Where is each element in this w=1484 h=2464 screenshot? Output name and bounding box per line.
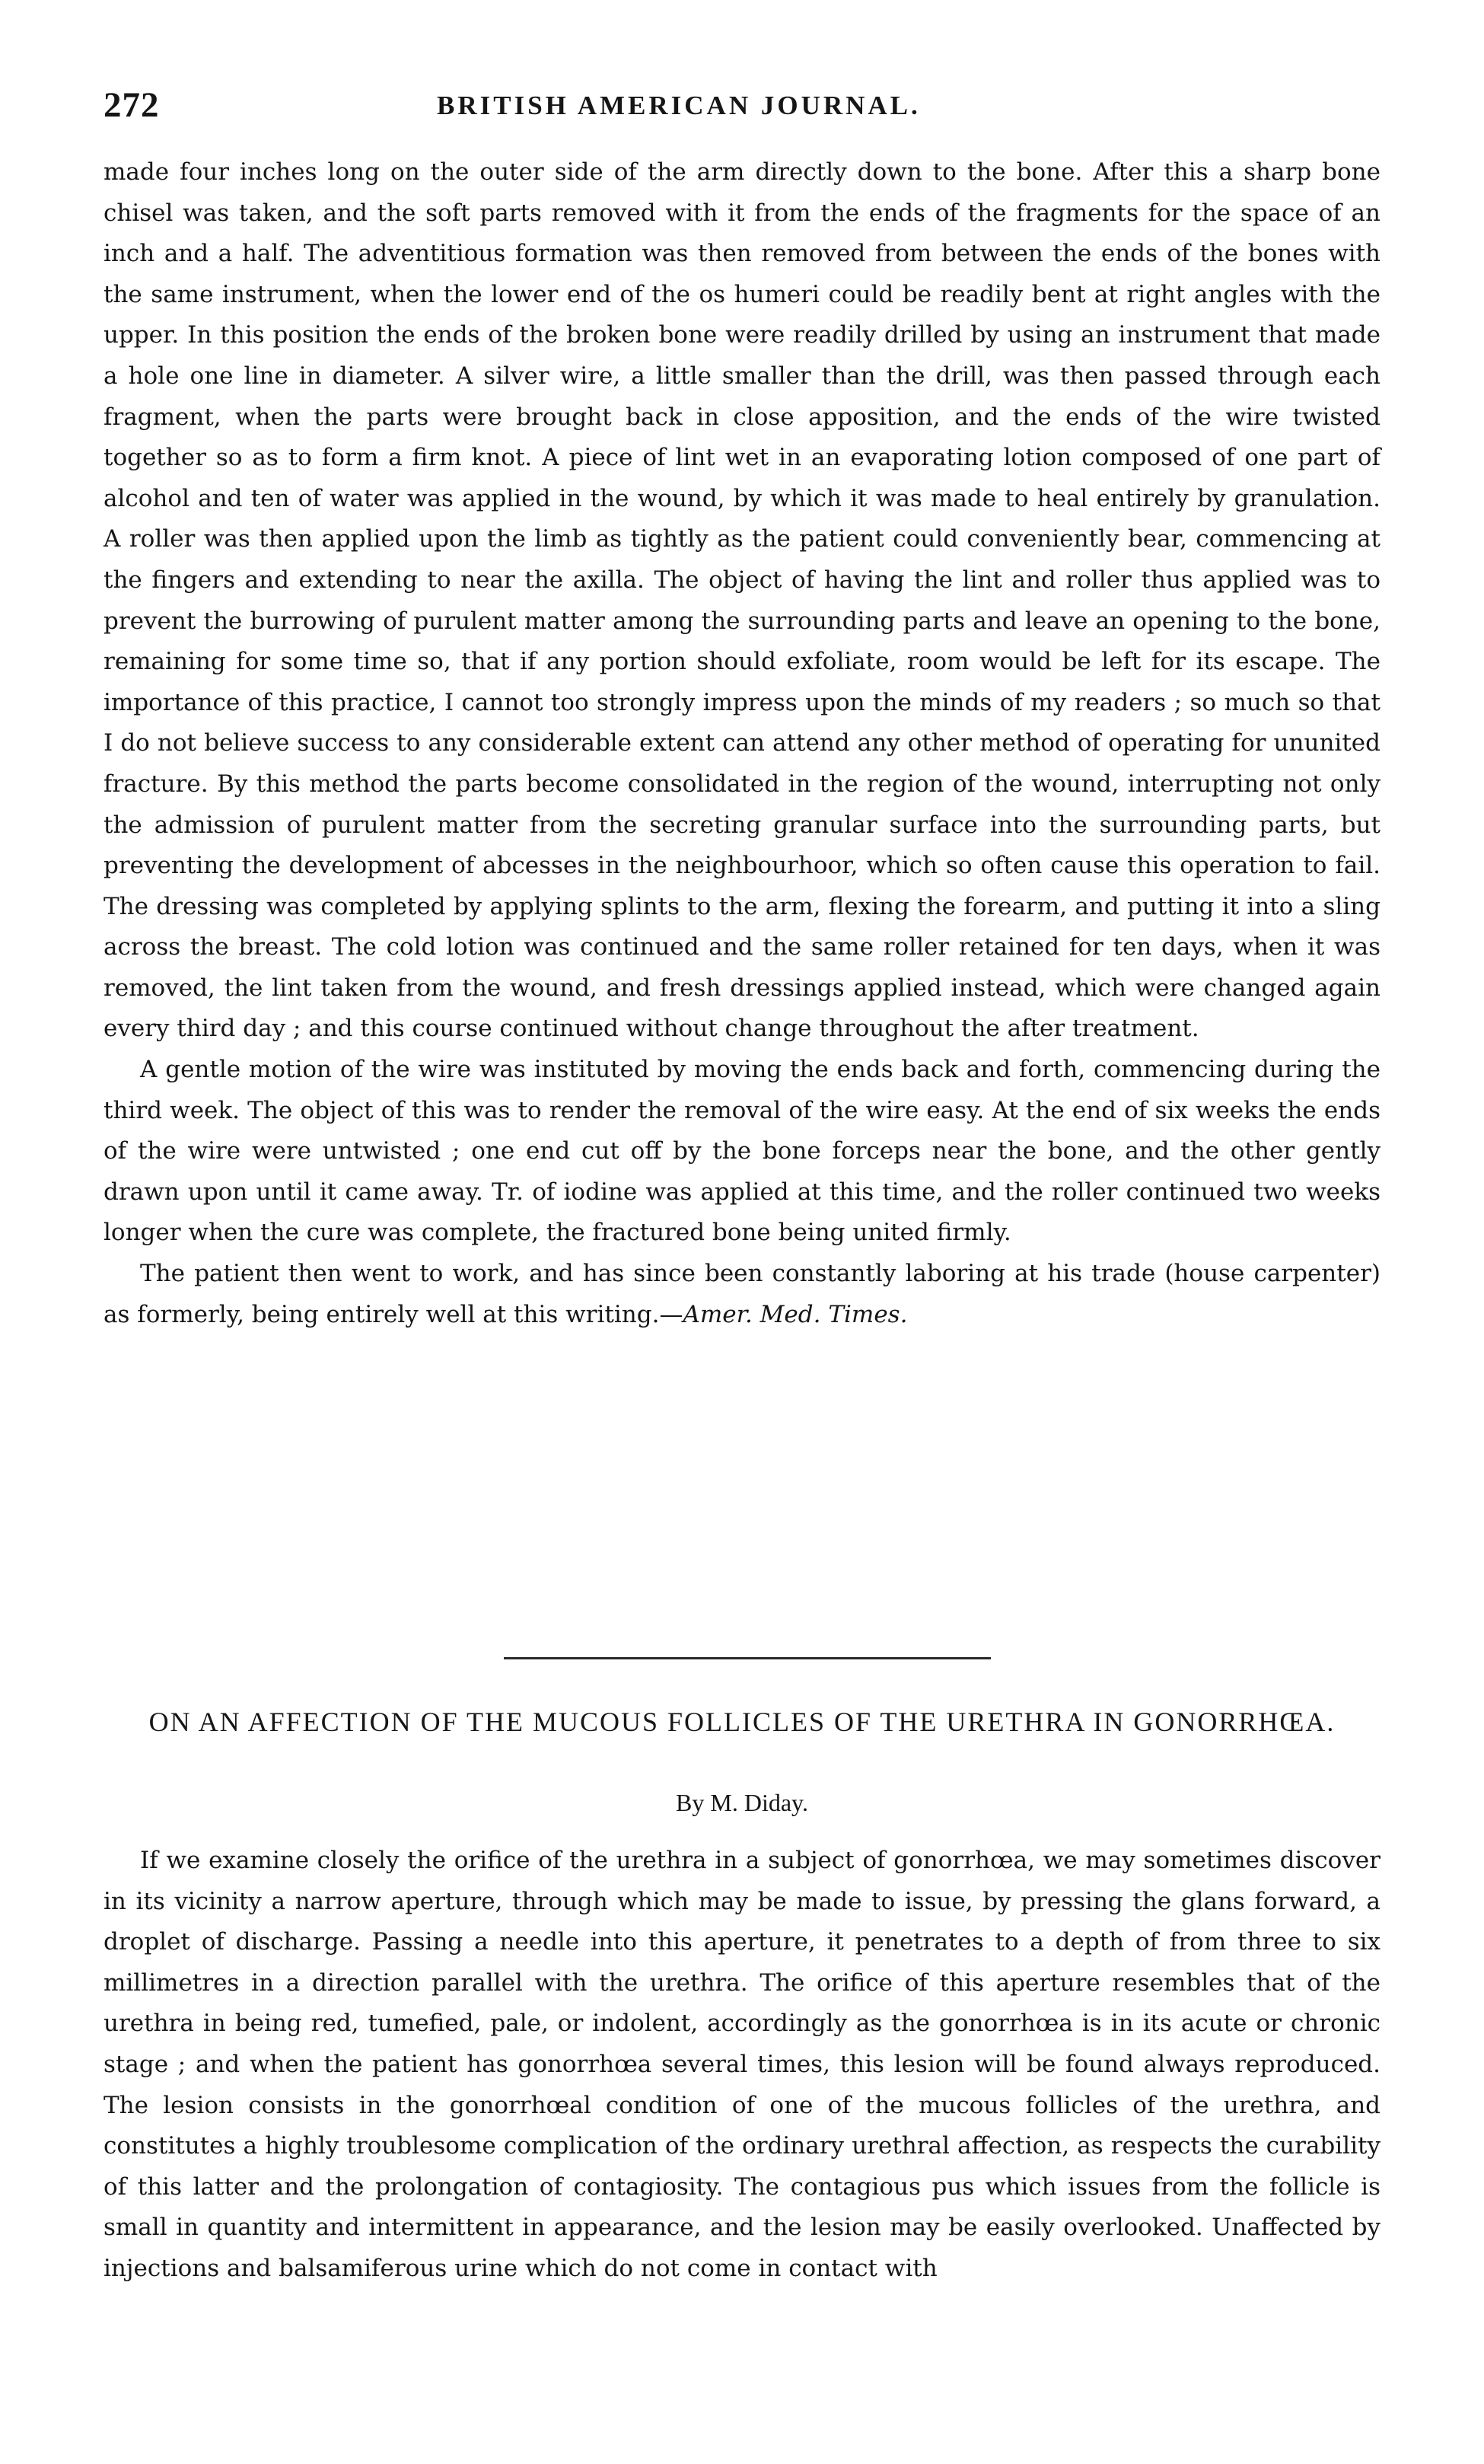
article-2-byline: By M. Diday. bbox=[676, 1789, 808, 1816]
article-2-title: ON AN AFFECTION OF THE MUCOUS FOLLICLES OF THE URETHRA IN GONORRHŒA. bbox=[148, 1707, 1336, 1737]
article-2-body bbox=[103, 1841, 1381, 2290]
article-1-body bbox=[103, 152, 1381, 1335]
page-number: 272 bbox=[103, 85, 160, 125]
article-1-paragraph-3 bbox=[103, 1254, 1381, 1335]
section-divider bbox=[504, 1657, 991, 1659]
article-1-paragraph-1: made four inches long on the outer side of the arm directly down to the bone. After this a sharp bone chisel was taken, and the soft parts removed with it from the ends of the fragments for the space of an inch and a half. The adventitious formation was then removed from between the ends of the bones with the same instrument, when the lower end of the os humeri could be readily bent at right angles with the upper. In this position the ends of the broken bone were readily drilled by using an instrument that made a hole one line in diameter. A silver wire, a little smaller than the drill, was then passed through each fragment, when the parts were brought back in close apposition, and the ends of the wire twisted together so as to form a firm knot. A piece of lint wet in an evaporating lotion composed of one part of alcohol and ten of water was applied in the wound, by which it was made to heal entirely by granulation. A roller was then applied upon the limb as tightly as the patient could conveniently bear, commencing at the fingers and extending to near the axilla. The object of having the lint and roller thus applied was to prevent the burrowing of purulent matter among the surrounding parts and leave an opening to the bone, remaining for some time so, that if any portion should exfoliate, room would be left for its escape. The importance of this practice, I cannot too strongly impress upon the minds of my readers ; so much so that I do not believe success to any considerable extent can attend any other method of operating for ununited fracture. By this method the parts become consolidated in the region of the wound, interrupting not only the admission of purulent matter from the secreting granular surface into the surrounding parts, but preventing the development of abcesses in the neighbourhoor, which so often cause this operation to fail. The dressing was completed by applying splints to the arm, flexing the forearm, and putting it into a sling across the breast. The cold lotion was continued and the same roller retained for ten days, when it was removed, the lint taken from the wound, and fresh dressings applied instead, which were changed again every third day ; and this course continued without change throughout the after treatment. bbox=[103, 158, 1381, 1043]
article-2-paragraph-1: If we examine closely the orifice of the urethra in a subject of gonorrhœa, we may sometimes discover in its vicinity a narrow aperture, through which may be made to issue, by pressing the glans forward, a droplet of discharge. Passing a needle into this aperture, it penetrates to a depth of from three to six millimetres in a direction parallel with the urethra. The orifice of this aperture resembles that of the urethra in being red, tumefied, pale, or indolent, accordingly as the gonorrhœa is in its acute or chronic stage ; and when the patient has gonorrhœa several times, this lesion will be found always reproduced. The lesion consists in the gonorrhœal condition of one of the mucous follicles of the urethra, and constitutes a highly troublesome complication of the ordinary urethral affection, as respects the curability of this latter and the prolongation of contagiosity. The contagious pus which issues from the follicle is small in quantity and intermittent in appearance, and the lesion may be easily overlooked. Unaffected by injections and balsamiferous urine which do not come in contact with bbox=[103, 1847, 1381, 2282]
article-1-closing-text: The patient then went to work, and has since been constantly laboring at his trade (house carpenter) as formerly, being entirely well at this writing.— bbox=[103, 1260, 1381, 1328]
source-citation: Amer. Med. Times. bbox=[683, 1300, 908, 1328]
article-1-paragraph-2: A gentle motion of the wire was instituted by moving the ends back and forth, commencing during the third week. The object of this was to render the removal of the wire easy. At the end of six weeks the ends of the wire were untwisted ; one end cut off by the bone forceps near the bone, and the other gently drawn upon until it came away. Tr. of iodine was applied at this time, and the roller continued two weeks longer when the cure was complete, the fractured bone being united firmly. bbox=[103, 1056, 1381, 1247]
journal-title: BRITISH AMERICAN JOURNAL. bbox=[437, 91, 921, 120]
running-head bbox=[103, 82, 1367, 128]
